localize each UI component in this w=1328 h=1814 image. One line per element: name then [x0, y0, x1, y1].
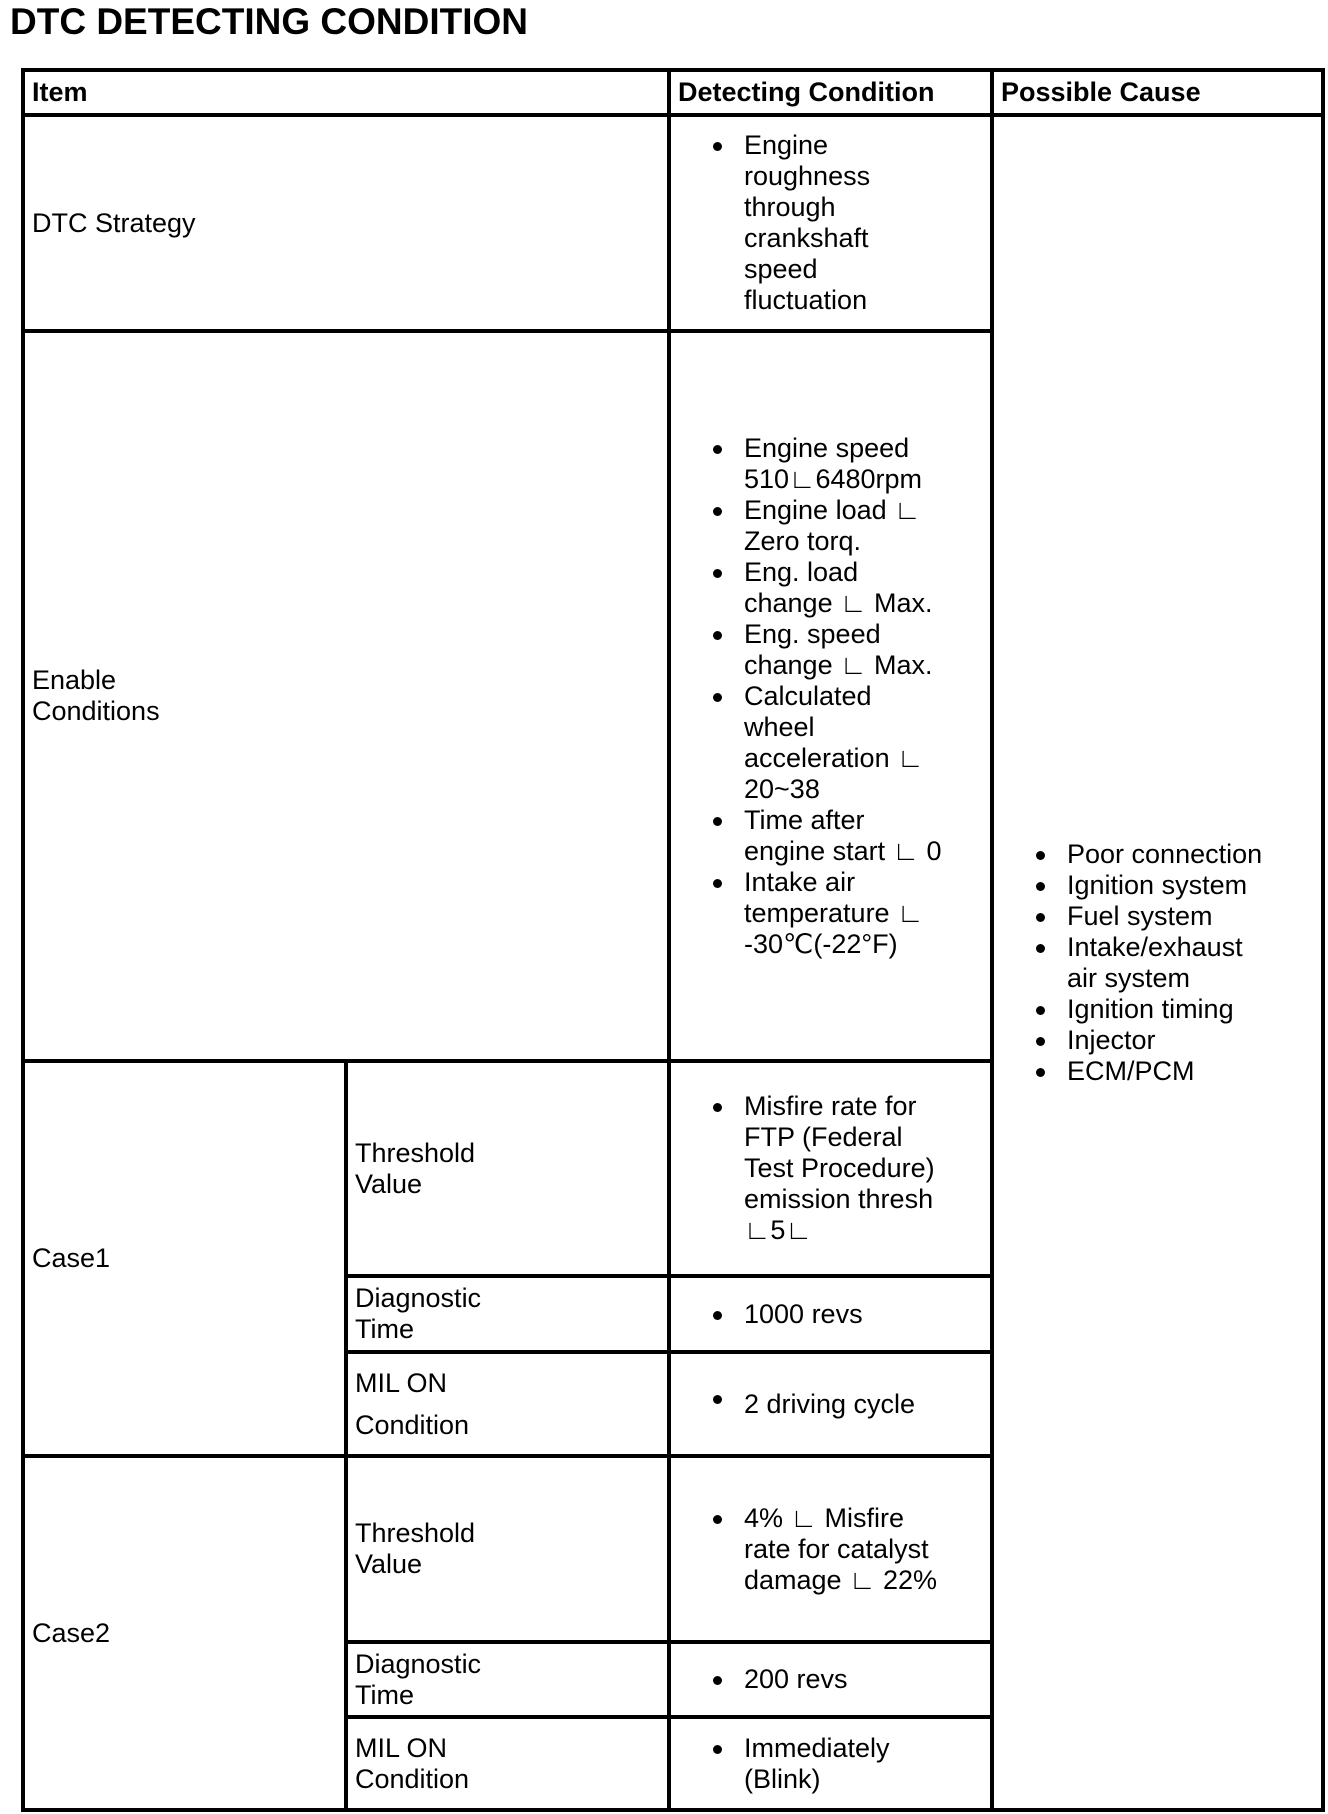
- case2-threshold-condition: [669, 1456, 992, 1642]
- condition-item: 4% ∟ Misfire rate for catalyst damage ∟ 22%: [711, 1503, 983, 1596]
- condition-item: 200 revs: [711, 1664, 983, 1695]
- dtc-strategy-row: [23, 115, 1323, 331]
- possible-cause-cell: [992, 115, 1323, 1810]
- case1-label: Case1: [23, 1061, 346, 1456]
- cause-item: ECM/PCM: [1034, 1056, 1314, 1087]
- cause-item: Fuel system: [1034, 901, 1314, 932]
- cause-item: Ignition timing: [1034, 994, 1314, 1025]
- case1-mil-on-condition: [669, 1352, 992, 1456]
- cause-item: Intake/exhaust air system: [1034, 932, 1314, 994]
- condition-item: Calculated wheel acceleration ∟ 20~38: [711, 681, 983, 805]
- case2-mil-on-label: MIL ON Condition: [346, 1717, 669, 1810]
- header-detecting-condition: Detecting Condition: [669, 70, 992, 115]
- case1-threshold-condition: [669, 1061, 992, 1276]
- condition-item: 2 driving cycle: [711, 1383, 983, 1425]
- case2-diagnostic-time-condition: [669, 1642, 992, 1717]
- case1-mil-on-label: MIL ON Condition: [346, 1352, 669, 1456]
- condition-item: Engine load ∟ Zero torq.: [711, 495, 983, 557]
- header-possible-cause: Possible Cause: [992, 70, 1323, 115]
- enable-conditions-list: [669, 331, 992, 1061]
- condition-item: Engine roughness through crankshaft speed fluctuation: [711, 130, 983, 316]
- case1-threshold-label: Threshold Value: [346, 1061, 669, 1276]
- header-row: [23, 70, 1323, 115]
- case2-mil-on-condition: [669, 1717, 992, 1810]
- condition-item: Immediately (Blink): [711, 1733, 983, 1795]
- condition-item: 1000 revs: [711, 1299, 983, 1330]
- case2-threshold-label: Threshold Value: [346, 1456, 669, 1642]
- dtc-condition-table: [21, 68, 1325, 1812]
- condition-item: Eng. speed change ∟ Max.: [711, 619, 983, 681]
- dtc-strategy-label: DTC Strategy: [23, 115, 669, 331]
- cause-item: Poor connection: [1034, 839, 1314, 870]
- condition-item: Time after engine start ∟ 0: [711, 805, 983, 867]
- case1-diagnostic-time-label: Diagnostic Time: [346, 1276, 669, 1352]
- cause-item: Injector: [1034, 1025, 1314, 1056]
- enable-conditions-label: Enable Conditions: [23, 331, 669, 1061]
- dtc-strategy-conditions: [669, 115, 992, 331]
- case2-diagnostic-time-label: Diagnostic Time: [346, 1642, 669, 1717]
- page-title: DTC DETECTING CONDITION: [10, 1, 528, 42]
- condition-item: Eng. load change ∟ Max.: [711, 557, 983, 619]
- cause-item: Ignition system: [1034, 870, 1314, 901]
- case1-diagnostic-time-condition: [669, 1276, 992, 1352]
- header-item: Item: [23, 70, 669, 115]
- case2-label: Case2: [23, 1456, 346, 1810]
- condition-item: Intake air temperature ∟ -30℃(-22°F): [711, 867, 983, 960]
- condition-item: Engine speed 510∟6480rpm: [711, 433, 983, 495]
- condition-item: Misfire rate for FTP (Federal Test Procedure) emission thresh ∟5∟: [711, 1091, 983, 1246]
